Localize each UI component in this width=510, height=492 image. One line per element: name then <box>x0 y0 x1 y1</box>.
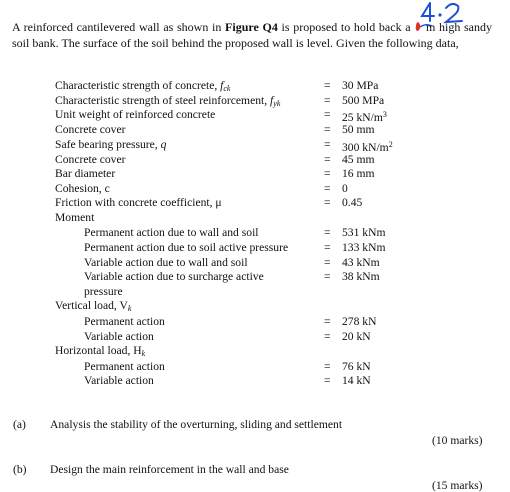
value-cover: 50 mm <box>342 123 375 136</box>
data-row-cover-2: Concrete cover <box>55 153 126 166</box>
question-a-text: Analysis the stability of the overturning, sliding and settlement <box>50 418 343 431</box>
vertical-row-variable: Variable action <box>84 330 154 343</box>
moment-row-permanent-soil: Permanent action due to soil active pressure <box>84 241 289 254</box>
intro-text-1: A reinforced cantilevered wall as shown in <box>12 20 226 34</box>
value-vertical-permanent: 278 kN <box>342 315 377 328</box>
equals-sign: = <box>324 330 331 343</box>
horizontal-row-variable: Variable action <box>84 374 154 387</box>
equals-sign: = <box>324 138 331 151</box>
value-cover-2: 45 mm <box>342 153 375 166</box>
equals-sign: = <box>324 123 331 136</box>
data-row-fck: Characteristic strength of concrete, $f_{ck}$ <box>55 79 231 93</box>
equals-sign: = <box>324 182 331 195</box>
equals-sign: = <box>324 94 331 107</box>
question-a-label: (a) <box>13 418 26 431</box>
equals-sign: = <box>324 79 331 92</box>
value-moment-permanent-soil: 133 kNm <box>342 241 386 254</box>
question-a-marks: (10 marks) <box>432 434 483 447</box>
data-row-bearing: Safe bearing pressure, q <box>55 138 167 151</box>
data-row-unit-weight: Unit weight of reinforced concrete <box>55 108 216 121</box>
equals-sign: = <box>324 153 331 166</box>
value-horizontal-permanent: 76 kN <box>342 360 371 373</box>
value-unit-weight: 25 $kN/m^3$ <box>342 110 387 124</box>
data-row-friction: Friction with concrete coefficient, μ <box>55 196 222 209</box>
intro-text-3: m high sandy soil bank. The surface of the soil behind the proposed wall is level. Given the following data, <box>12 20 492 50</box>
question-b-label: (b) <box>13 463 27 476</box>
value-cohesion: 0 <box>342 182 348 195</box>
value-moment-permanent-wall: 531 kNm <box>342 226 386 239</box>
value-fck: 30 MPa <box>342 79 379 92</box>
vertical-load-heading: Vertical load, $V_k$ <box>55 299 132 313</box>
value-horizontal-variable: 14 kN <box>342 374 371 387</box>
question-b-text: Design the main reinforcement in the wall and base <box>50 463 289 476</box>
equals-sign: = <box>324 256 331 269</box>
value-fyk: 500 MPa <box>342 94 385 107</box>
intro-text-2: is proposed to hold back a <box>277 20 415 34</box>
equals-sign: = <box>324 241 331 254</box>
data-row-bar-diameter: Bar diameter <box>55 167 116 180</box>
value-friction: 0.45 <box>342 196 363 209</box>
equals-sign: = <box>324 226 331 239</box>
horizontal-row-permanent: Permanent action <box>84 360 165 373</box>
equals-sign: = <box>324 196 331 209</box>
data-row-cover: Concrete cover <box>55 123 126 136</box>
equals-sign: = <box>324 315 331 328</box>
equals-sign: = <box>324 167 331 180</box>
equals-sign: = <box>324 374 331 387</box>
horizontal-load-heading: Horizontal load, $H_k$ <box>55 344 146 358</box>
value-bearing: 300 $kN/m^2$ <box>342 140 393 154</box>
moment-row-variable-wall: Variable action due to wall and soil <box>84 256 248 269</box>
value-moment-variable-surcharge: 38 kNm <box>342 270 380 283</box>
data-row-fyk: Characteristic strength of steel reinforcement, $f_{yk}$ <box>55 94 281 108</box>
question-b-marks: (15 marks) <box>432 479 483 492</box>
moment-row-permanent-wall: Permanent action due to wall and soil <box>84 226 259 239</box>
moment-row-variable-surcharge: Variable action due to surcharge active <box>84 270 264 283</box>
figure-ref: Figure Q4 <box>225 20 278 34</box>
value-moment-variable-wall: 43 kNm <box>342 256 380 269</box>
moment-heading: Moment <box>55 211 95 224</box>
equals-sign: = <box>324 270 331 283</box>
intro-paragraph <box>12 20 492 51</box>
equals-sign: = <box>324 360 331 373</box>
moment-row-variable-surcharge-cont: pressure <box>84 285 123 298</box>
vertical-row-permanent: Permanent action <box>84 315 165 328</box>
equals-sign: = <box>324 108 331 121</box>
value-vertical-variable: 20 kN <box>342 330 371 343</box>
data-row-cohesion: Cohesion, c <box>55 182 110 195</box>
value-bar-diameter: 16 mm <box>342 167 375 180</box>
